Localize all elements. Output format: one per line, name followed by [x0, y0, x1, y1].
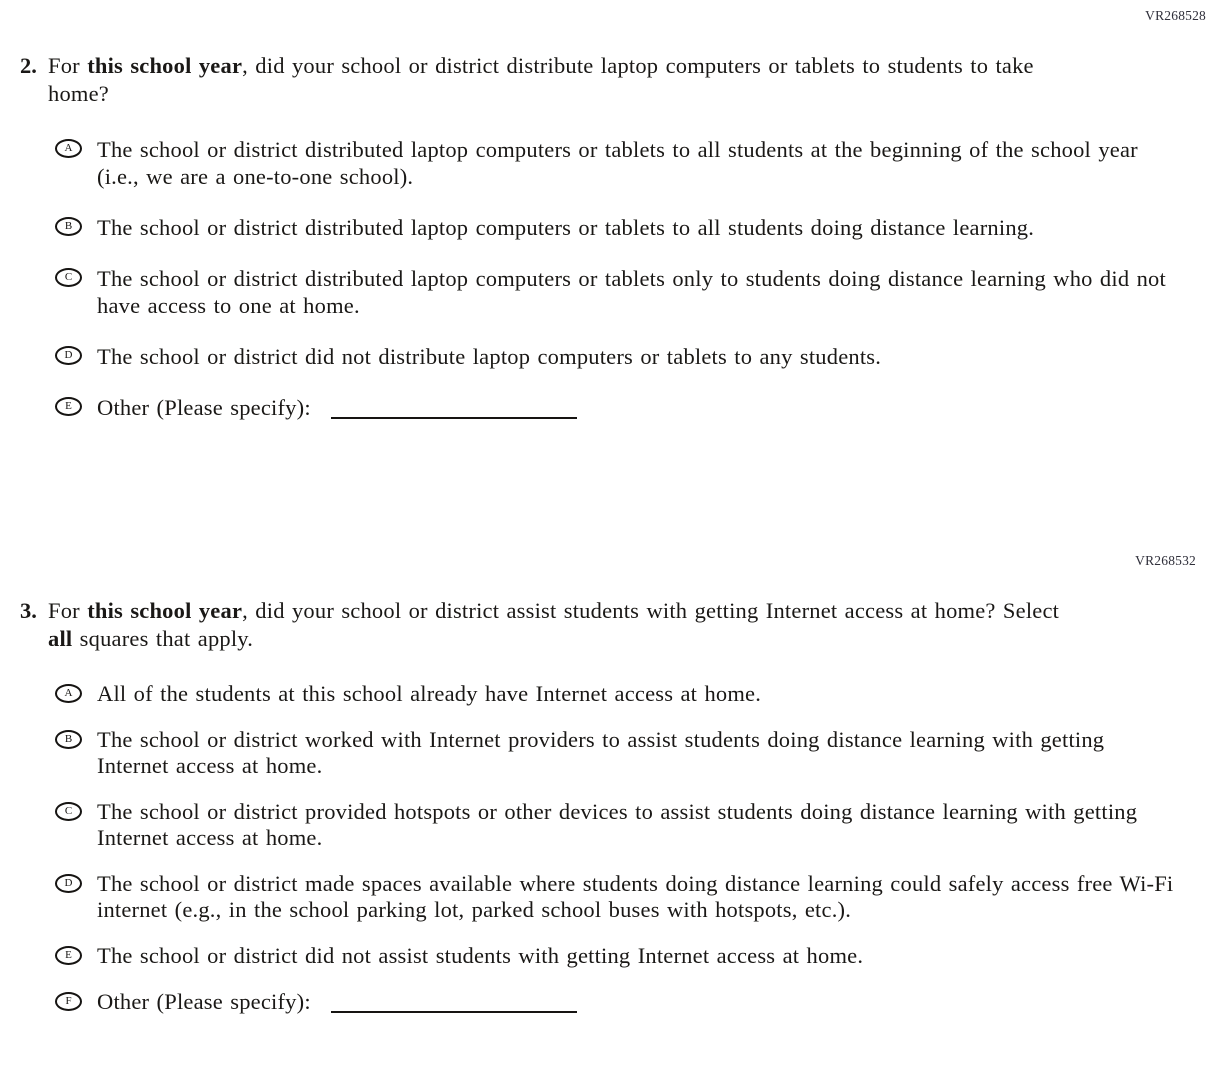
answer-bubble-c[interactable]: [55, 802, 82, 821]
question-2-prompt: [48, 52, 1068, 108]
answer-bubble-e[interactable]: [55, 397, 82, 416]
option-row-c[interactable]: [55, 799, 1212, 851]
prompt-text: squares that apply.: [72, 626, 254, 651]
option-row-a[interactable]: [55, 681, 1212, 707]
form-code-row: [0, 0, 1212, 24]
option-text-with-blank: [97, 394, 577, 421]
option-letter: D: [64, 877, 73, 889]
question-2: [0, 52, 1212, 421]
question-3-header: [20, 597, 1212, 653]
question-3-number: 3.: [20, 598, 37, 623]
prompt-text: , did your school or district assist students with getting Internet access at home? Select: [242, 598, 1060, 623]
option-text: Other (Please specify):: [97, 395, 311, 420]
other-specify-blank[interactable]: [331, 403, 577, 419]
question-2-number: 2.: [20, 53, 37, 78]
option-text: Other (Please specify):: [97, 989, 311, 1014]
prompt-text: For: [48, 598, 88, 623]
option-text: The school or district provided hotspots or other devices to assist students doing distance learning with getting Internet access at home.: [97, 799, 1138, 850]
option-text: All of the students at this school already have Internet access at home.: [97, 681, 762, 706]
option-letter: A: [64, 687, 73, 699]
prompt-text: For: [48, 53, 88, 78]
answer-bubble-a[interactable]: [55, 684, 82, 703]
answer-bubble-f[interactable]: [55, 992, 82, 1011]
answer-bubble-d[interactable]: [55, 874, 82, 893]
option-row-f[interactable]: [55, 989, 1212, 1015]
option-letter: F: [65, 995, 72, 1007]
other-specify-blank[interactable]: [331, 997, 577, 1013]
answer-bubble-b[interactable]: [55, 217, 82, 236]
answer-bubble-a[interactable]: [55, 139, 82, 158]
option-text: The school or district did not distribute laptop computers or tablets to any students.: [97, 344, 882, 369]
question-2-header: [20, 52, 1212, 108]
option-text: The school or district distributed laptop computers or tablets only to students doing distance learning who did not have access to one at home.: [97, 266, 1166, 318]
option-row-e[interactable]: [55, 394, 1212, 421]
prompt-bold-text: all: [48, 626, 73, 651]
option-text: The school or district distributed laptop computers or tablets to all students doing distance learning.: [97, 215, 1035, 240]
option-letter: B: [64, 220, 73, 232]
prompt-text: , did your school or district distribute laptop computers or tablets to students to take home?: [48, 53, 1034, 106]
question-3-options: [55, 681, 1212, 1015]
question-2-options: [55, 136, 1212, 421]
option-text: The school or district did not assist students with getting Internet access at home.: [97, 943, 864, 968]
answer-bubble-c[interactable]: [55, 268, 82, 287]
option-row-b[interactable]: [55, 214, 1212, 241]
option-text-with-blank: [97, 989, 577, 1015]
option-row-e[interactable]: [55, 943, 1212, 969]
question-3-prompt: [48, 597, 1068, 653]
option-row-a[interactable]: [55, 136, 1212, 190]
prompt-bold-text: this school year: [87, 53, 243, 78]
answer-bubble-e[interactable]: [55, 946, 82, 965]
form-code-vr268528: VR268528: [1145, 8, 1206, 23]
option-row-b[interactable]: [55, 727, 1212, 779]
option-row-c[interactable]: [55, 265, 1212, 319]
option-letter: C: [64, 805, 73, 817]
option-text: The school or district distributed laptop computers or tablets to all students at the beginning of the school year (i.e., we are a one-to-one school).: [97, 137, 1138, 189]
prompt-bold-text: this school year: [87, 598, 243, 623]
answer-bubble-b[interactable]: [55, 730, 82, 749]
option-text: The school or district worked with Internet providers to assist students doing distance learning with getting Internet access at home.: [97, 727, 1105, 778]
form-code-vr268532: VR268532: [1135, 553, 1196, 568]
option-text: The school or district made spaces available where students doing distance learning could safely access free Wi-Fi internet (e.g., in the school parking lot, parked school buses with hotspots, etc.).: [97, 871, 1174, 922]
option-row-d[interactable]: [55, 343, 1212, 370]
section-gap: [0, 421, 1212, 553]
question-3: [0, 597, 1212, 1015]
form-code-row: [0, 553, 1212, 569]
option-letter: E: [65, 400, 72, 412]
answer-bubble-d[interactable]: [55, 346, 82, 365]
option-letter: A: [64, 142, 73, 154]
option-letter: E: [65, 949, 72, 961]
option-row-d[interactable]: [55, 871, 1212, 923]
option-letter: B: [64, 733, 73, 745]
option-letter: D: [64, 349, 73, 361]
option-letter: C: [64, 271, 73, 283]
